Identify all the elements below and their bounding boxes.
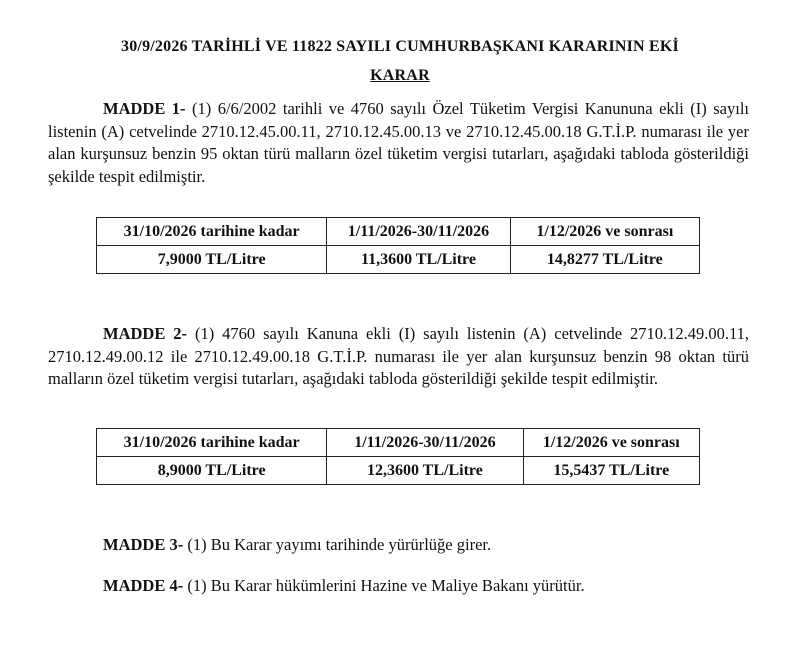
article-3-label: MADDE 3- xyxy=(103,535,184,554)
article-1-label: MADDE 1- xyxy=(103,99,186,118)
article-2-label: MADDE 2- xyxy=(103,324,188,343)
article-4 xyxy=(48,575,749,598)
tax-table-98-octane xyxy=(96,428,700,485)
article-1 xyxy=(48,98,749,188)
article-1-text: (1) 6/6/2002 tarihli ve 4760 sayılı Özel Tüketim Vergisi Kanununa ekli (I) sayılı listenin (A) cetvelinde 2710.12.45.00.11, 2710.12.45.00.13 ve 2710.12.45.00.18 G.T.İ.P. numarası ile yer alan kurşunsuz benzin 95 oktan türü malların özel tüketim vergisi tutarları, aşağıdaki tabloda gösterildiği şekilde tespit edilmiştir. xyxy=(48,99,749,186)
article-4-text: (1) Bu Karar hükümlerini Hazine ve Maliye Bakanı yürütür. xyxy=(183,576,585,595)
document-subtitle: KARAR xyxy=(370,67,430,84)
table-header-row xyxy=(97,218,700,246)
table-header-cell: 31/10/2026 tarihine kadar xyxy=(97,218,327,246)
table-header-cell: 1/12/2026 ve sonrası xyxy=(510,218,699,246)
table-cell: 8,9000 TL/Litre xyxy=(97,457,327,485)
table-row xyxy=(97,457,700,485)
table-header-cell: 1/12/2026 ve sonrası xyxy=(523,429,699,457)
article-2 xyxy=(48,323,749,391)
table-header-cell: 1/11/2026-30/11/2026 xyxy=(327,218,510,246)
table-cell: 7,9000 TL/Litre xyxy=(97,246,327,274)
article-2-text: (1) 4760 sayılı Kanuna ekli (I) sayılı listenin (A) cetvelinde 2710.12.49.00.11, 2710.12.49.00.12 ile 2710.12.49.00.18 G.T.İ.P. numarası ile yer alan kurşunsuz benzin 98 oktan türü malların özel tüketim vergisi tutarları, aşağıdaki tabloda gösterildiği şekilde tespit edilmiştir. xyxy=(48,324,749,388)
table-header-cell: 1/11/2026-30/11/2026 xyxy=(327,429,523,457)
article-3 xyxy=(48,534,749,557)
table-cell: 11,3600 TL/Litre xyxy=(327,246,510,274)
article-3-text: (1) Bu Karar yayımı tarihinde yürürlüğe girer. xyxy=(183,535,492,554)
tax-table-95-octane xyxy=(96,217,700,274)
table-header-row xyxy=(97,429,700,457)
document-title: 30/9/2026 TARİHLİ VE 11822 SAYILI CUMHURBAŞKANI KARARININ EKİ xyxy=(121,38,679,55)
article-4-label: MADDE 4- xyxy=(103,576,184,595)
table-row xyxy=(97,246,700,274)
table-cell: 14,8277 TL/Litre xyxy=(510,246,699,274)
table-cell: 15,5437 TL/Litre xyxy=(523,457,699,485)
table-header-cell: 31/10/2026 tarihine kadar xyxy=(97,429,327,457)
table-cell: 12,3600 TL/Litre xyxy=(327,457,523,485)
